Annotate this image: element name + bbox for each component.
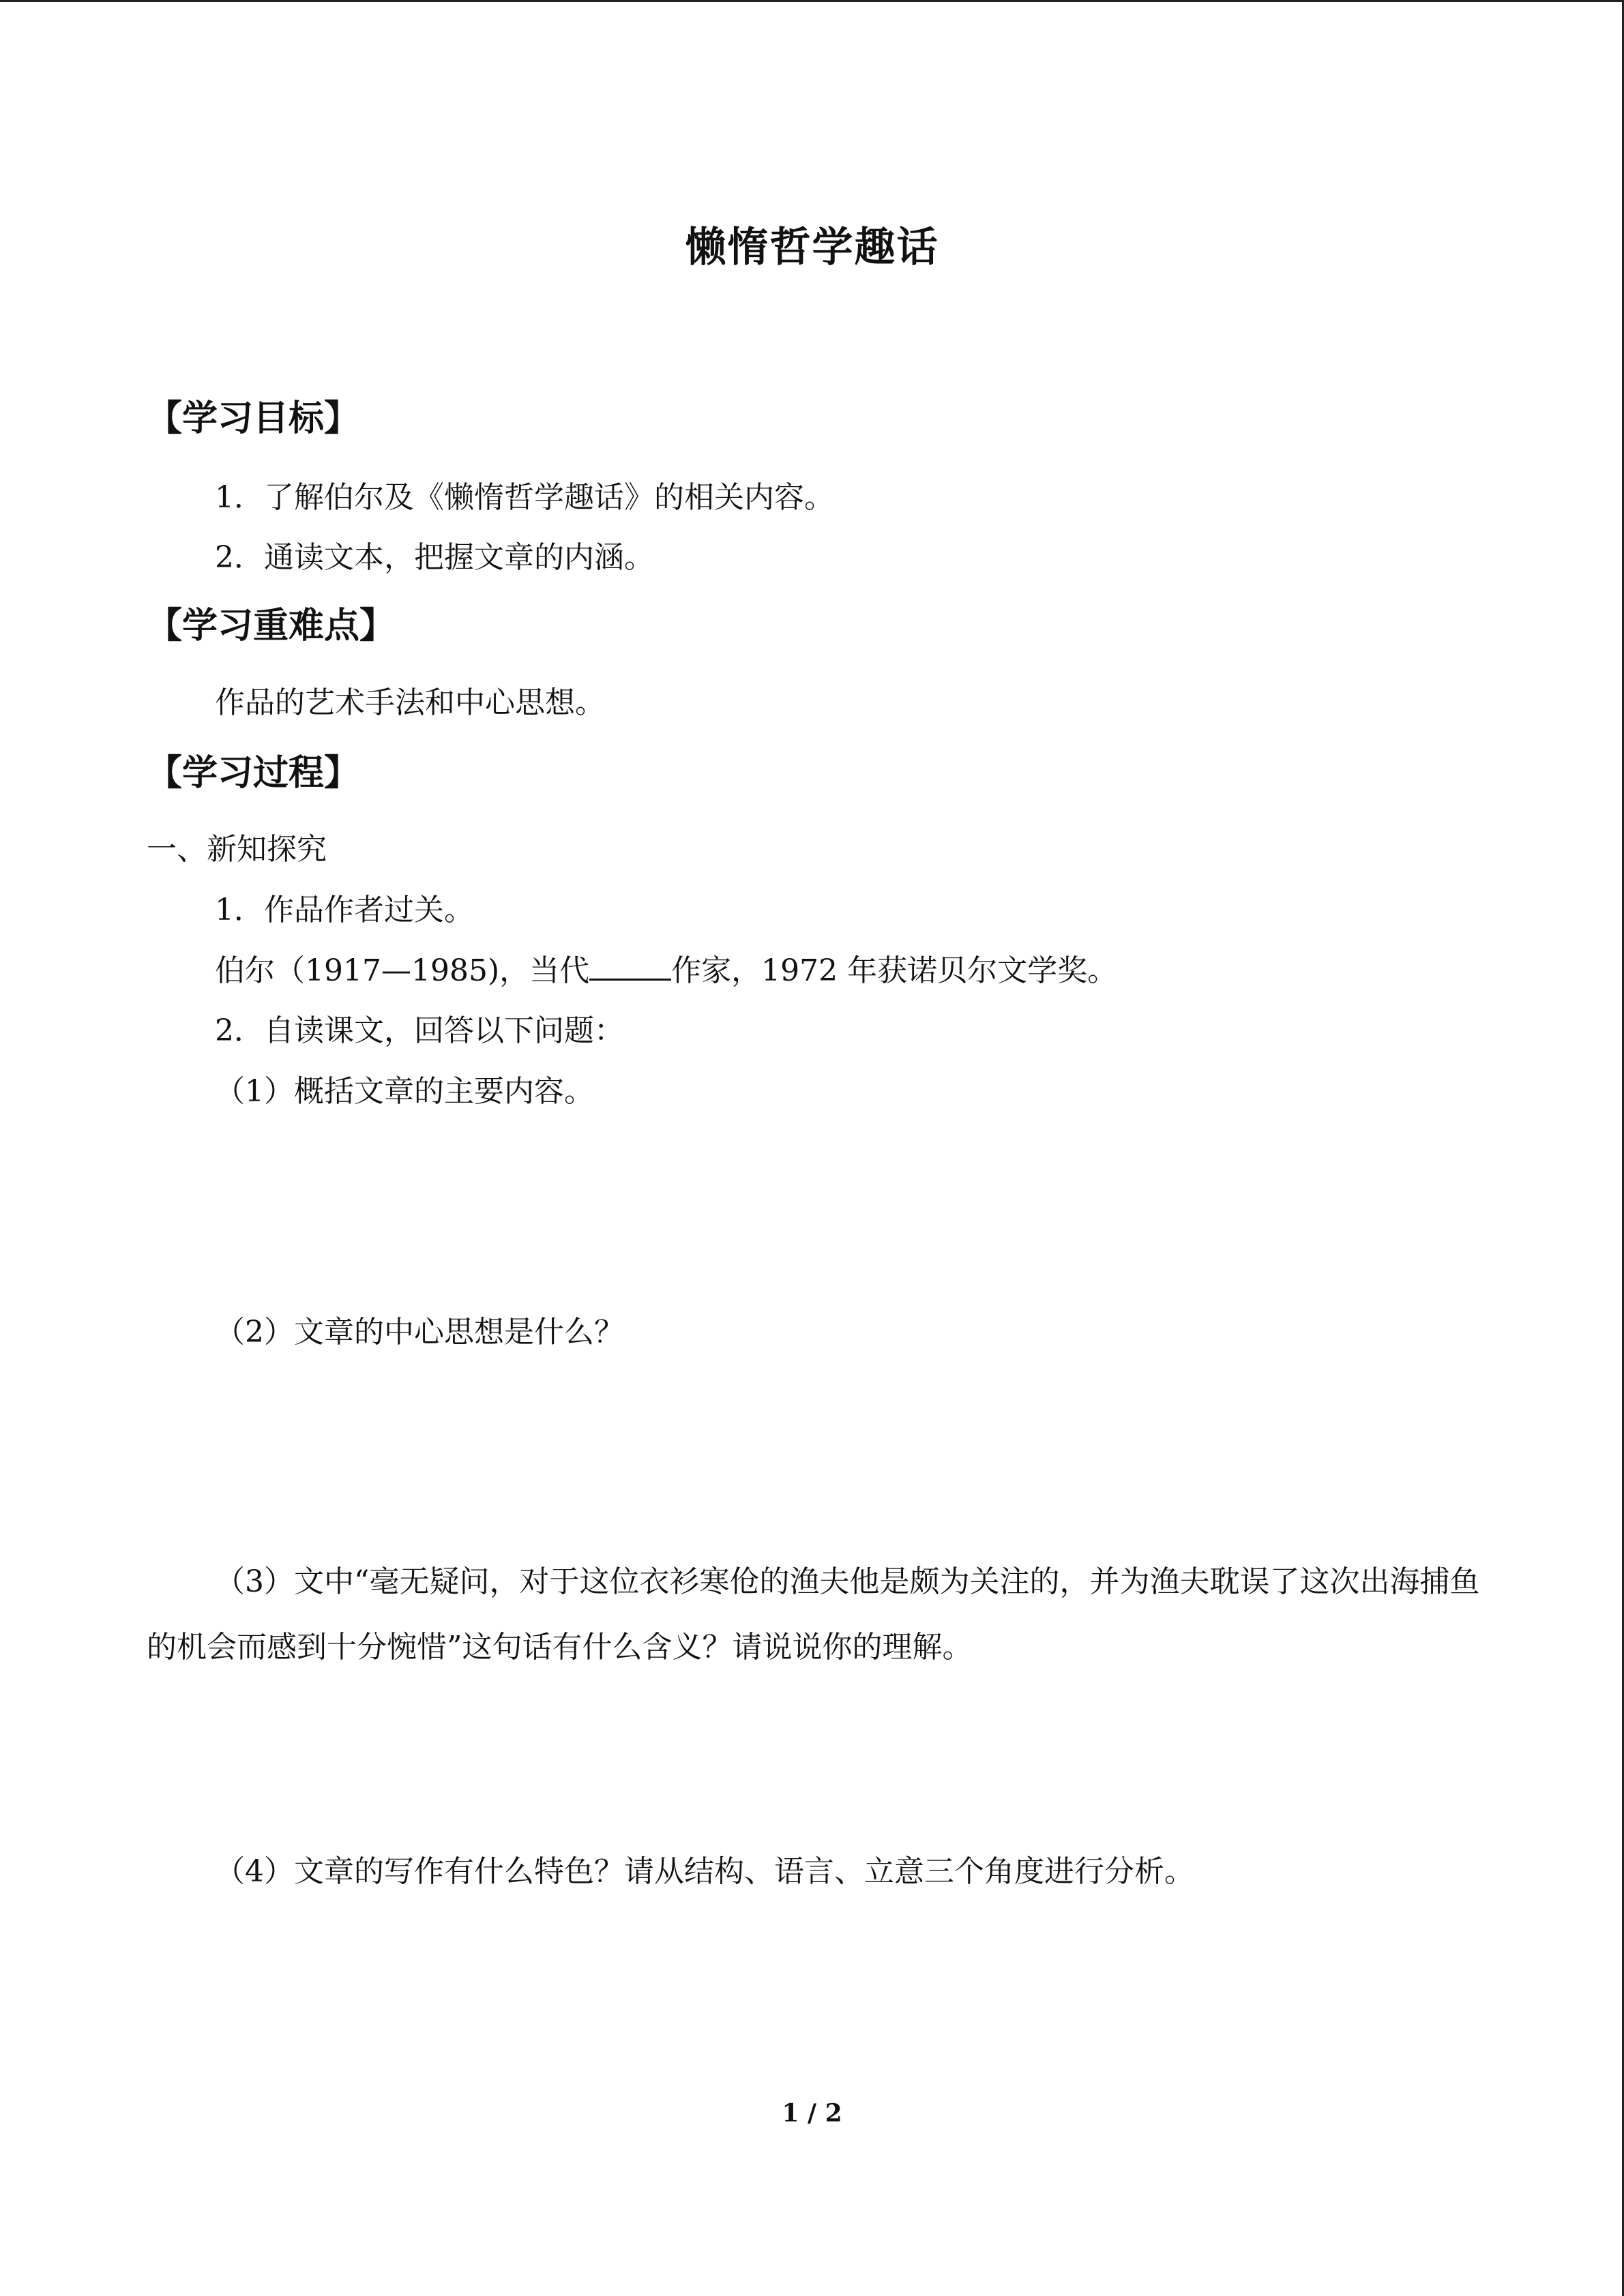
question-2: （2）文章的中心思想是什么？ bbox=[215, 1315, 624, 1350]
key-points-text: 作品的艺术手法和中心思想。 bbox=[215, 685, 605, 720]
part-heading-new-knowledge: 一、新知探究 bbox=[147, 832, 327, 867]
section-heading-learning-process: 【学习过程】 bbox=[147, 752, 360, 794]
item-author-check: 1．作品作者过关。 bbox=[215, 893, 474, 927]
author-text-after: 作家，1972 年获诺贝尔文学奖。 bbox=[671, 953, 1118, 988]
section-heading-learning-goals: 【学习目标】 bbox=[147, 398, 360, 439]
question-1: （1）概括文章的主要内容。 bbox=[215, 1074, 594, 1109]
goal-item-2: 2．通读文本，把握文章的内涵。 bbox=[215, 540, 654, 575]
page-number: 1 / 2 bbox=[782, 2099, 842, 2128]
question-4: （4）文章的写作有什么特色？请从结构、语言、立意三个角度进行分析。 bbox=[215, 1854, 1194, 1889]
question-3: （3）文中“毫无疑问，对于这位衣衫寒伧的渔夫他是颇为关注的，并为渔夫耽误了这次出海捕鱼的机会而感到十分惋惜”这句话有什么含义？请说说你的理解。 bbox=[147, 1564, 1480, 1665]
section-heading-key-points: 【学习重难点】 bbox=[147, 605, 396, 646]
author-fill-in-line bbox=[215, 951, 1117, 992]
document-title: 懒惰哲学趣话 bbox=[685, 224, 939, 271]
item-self-reading: 2．自读课文，回答以下问题： bbox=[215, 1013, 624, 1048]
author-text-before: 伯尔（1917—1985)，当代 bbox=[215, 953, 590, 988]
goal-item-1: 1．了解伯尔及《懒惰哲学趣话》的相关内容。 bbox=[215, 480, 834, 515]
fill-in-blank[interactable] bbox=[589, 951, 671, 981]
